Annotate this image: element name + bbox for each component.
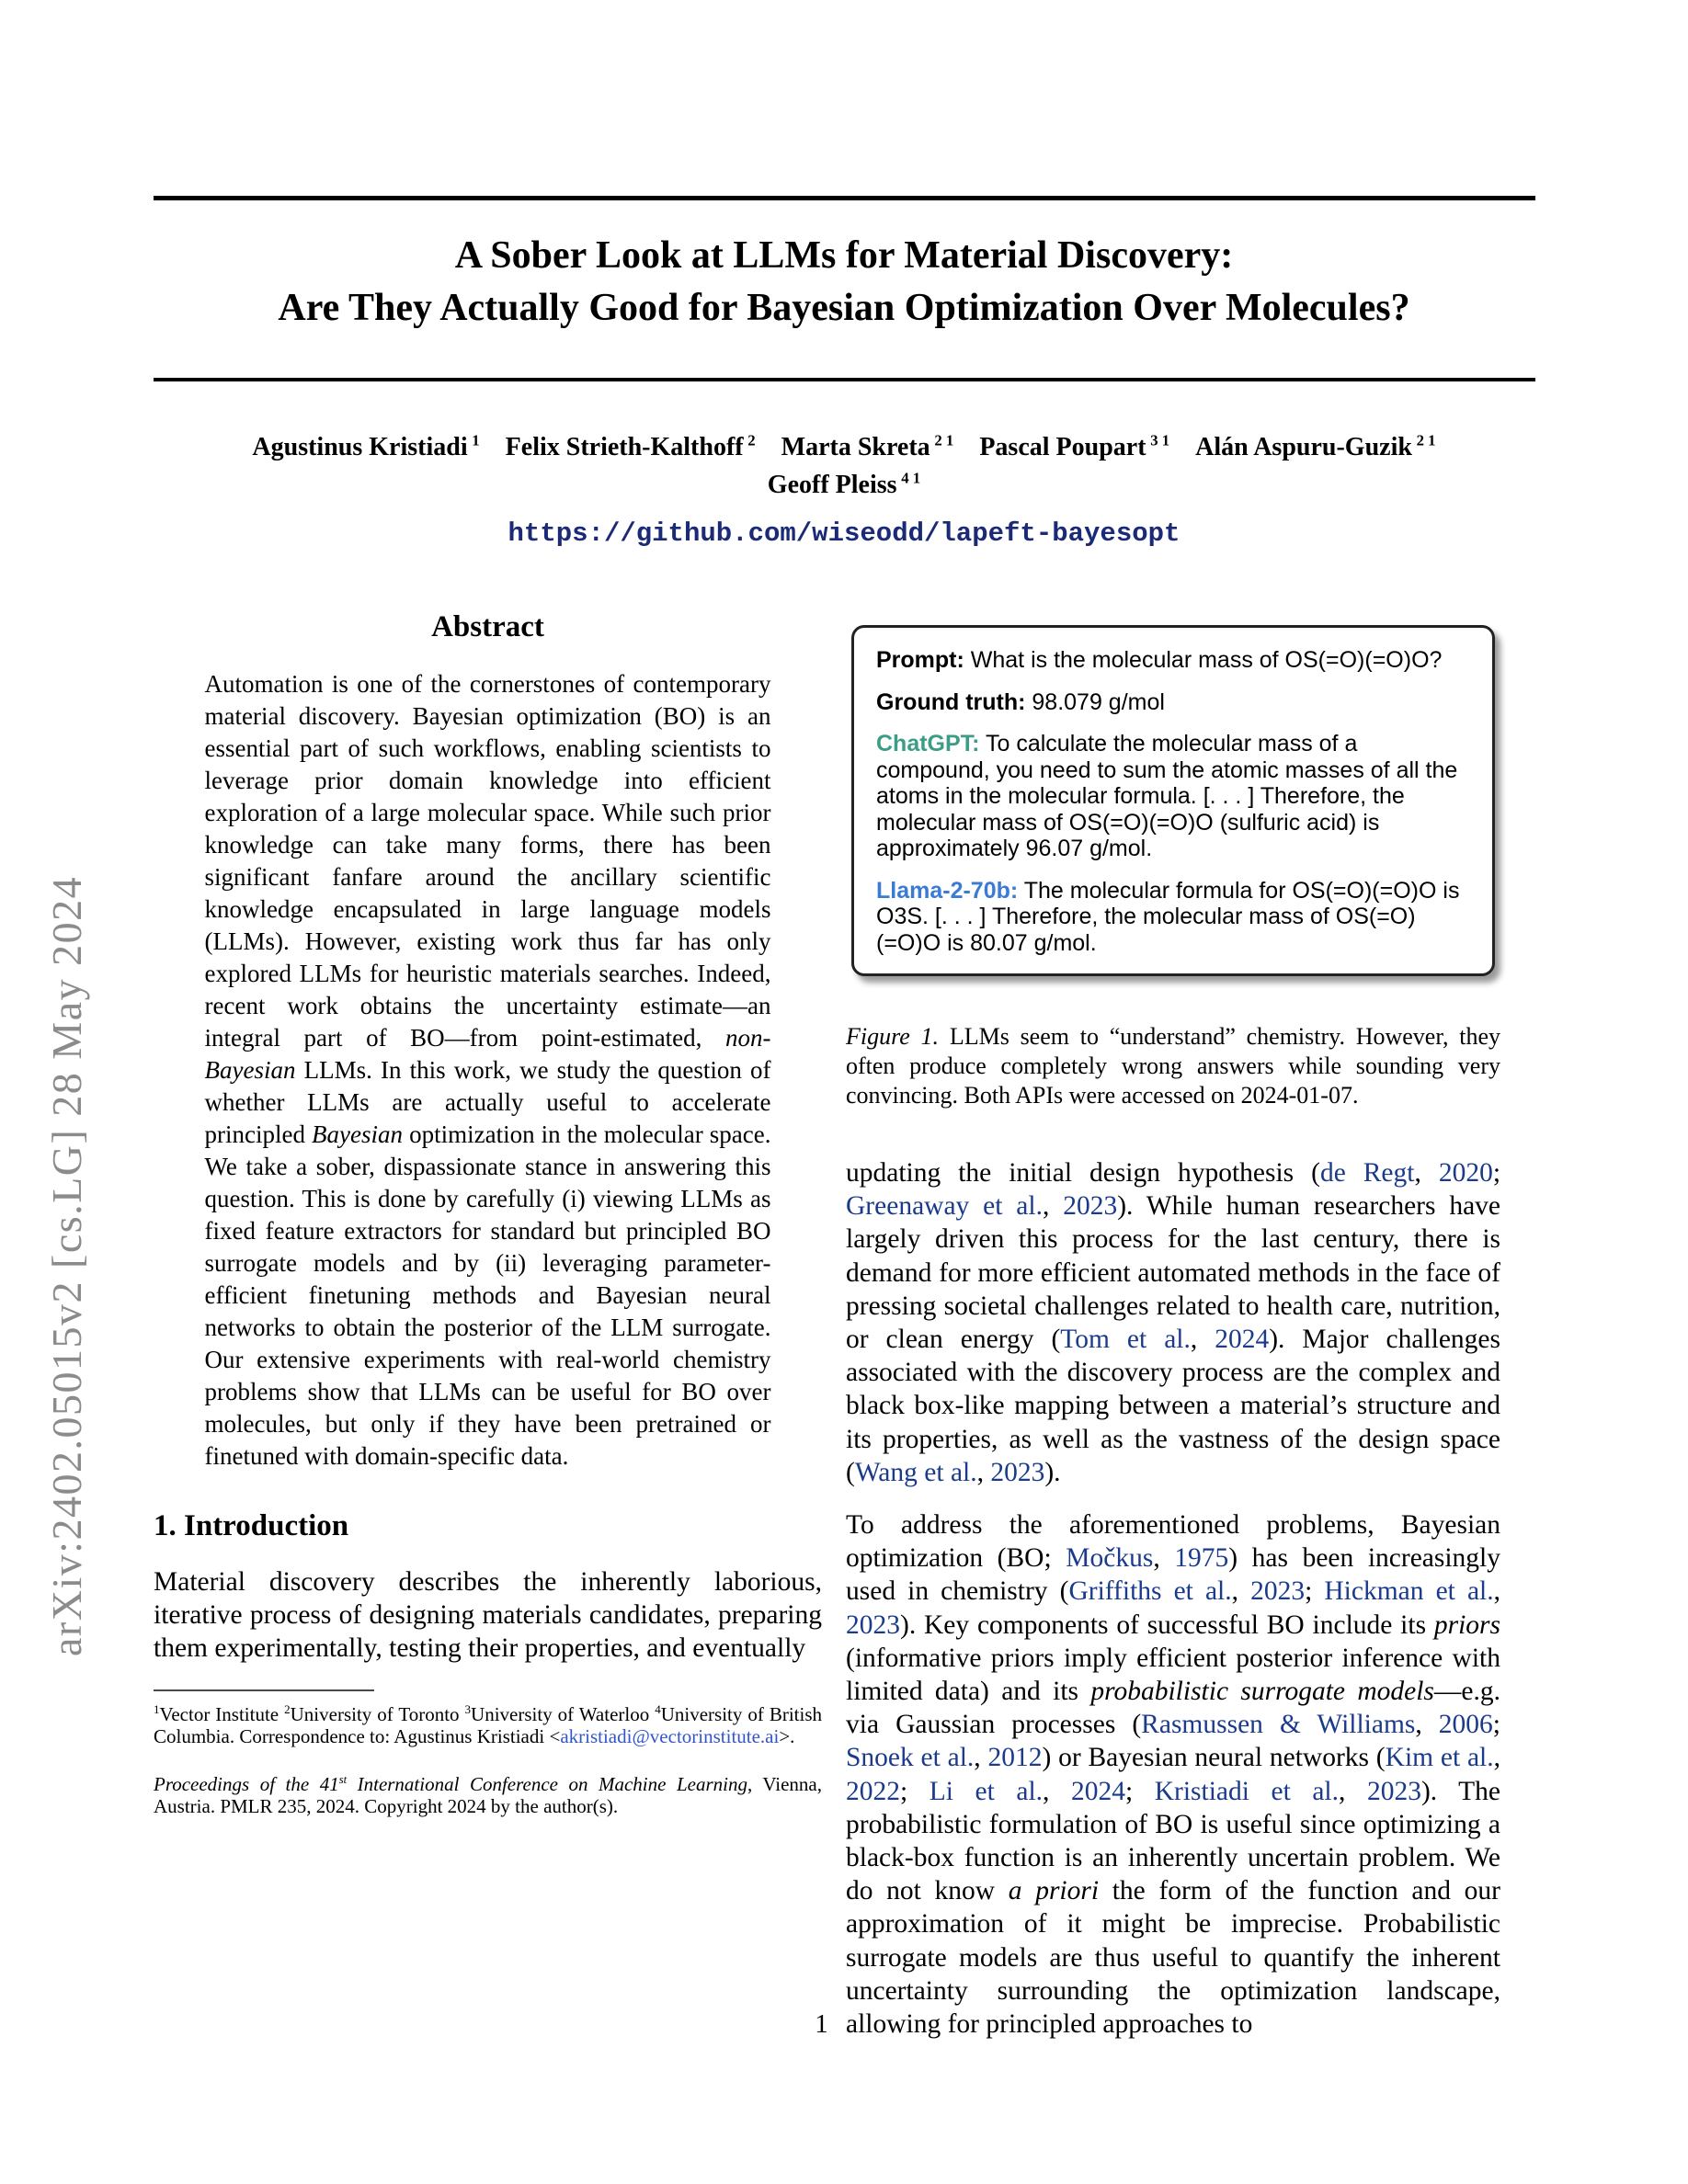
- text-run: Alán Aspuru-Guzik: [1169, 433, 1417, 461]
- text-run: ,: [1493, 1576, 1501, 1607]
- citation-link[interactable]: Wang et al.: [854, 1457, 977, 1487]
- right-column: [846, 625, 1500, 2041]
- text-run: ;: [1305, 1576, 1325, 1607]
- figure1-prompt-box: [851, 625, 1495, 976]
- text-run: (informative priors imply efficient posterior inference with limited data) and its: [846, 1643, 1500, 1707]
- text-run: ) has been increasingly used in chemistry (: [846, 1543, 1500, 1607]
- citation-link[interactable]: 2012: [987, 1743, 1043, 1773]
- citation-link[interactable]: Močkus: [1066, 1543, 1154, 1574]
- proceedings-notice: [154, 1773, 822, 1817]
- citation-link[interactable]: 2023: [846, 1610, 900, 1640]
- title-line2: Are They Actually Good for Bayesian Optimization Over Molecules?: [278, 287, 1410, 329]
- text-run: Geoff Pleiss: [767, 471, 902, 499]
- paragraph-bayesian-optimization: [846, 1508, 1500, 2041]
- citation-link[interactable]: 2024: [1070, 1776, 1125, 1806]
- text-run: ,: [1190, 1325, 1215, 1355]
- citation-link[interactable]: 2023: [990, 1457, 1045, 1487]
- text-run: ;: [1492, 1710, 1500, 1740]
- prompt-label: Prompt:: [876, 647, 964, 673]
- text-run: International Conference on Machine Learning: [347, 1772, 747, 1795]
- abstract-heading: Abstract: [431, 610, 544, 643]
- abstract-body: [205, 668, 771, 1473]
- affiliation-footnote: [154, 1703, 822, 1748]
- text-run: 1: [154, 1701, 160, 1716]
- citation-link[interactable]: Hickman et al.: [1324, 1576, 1494, 1607]
- text-run: Figure 1.: [846, 1023, 940, 1050]
- prompt-line: [876, 647, 1470, 674]
- text-run: >.: [779, 1725, 795, 1748]
- chatgpt-text: To calculate the molecular mass of a compound, you need to sum the atomic masses of all the atoms in the molecular formula. [. . . ] Therefore, the molecular mass of OS(=O)(=O)O (sulfuric acid) is approximately 96.07 g/mol.: [876, 731, 1458, 861]
- text-run: Automation is one of the cornerstones of contemporary material discovery. Bayesian optimization (BO) is an essential part of such workflows, enabling scientists to leverage prior domain knowledge into efficient exploration of a large molecular space. While such prior knowledge can take many forms, there has been significant fanfare around the ancillary scientific knowledge encapsulated in large language models (LLMs). However, existing work thus far has only explored LLMs for heuristic materials searches. Indeed, recent work obtains the uncertainty estimate—an integral part of BO—from point-estimated,: [204, 670, 771, 1052]
- paragraph-design-hypothesis: [846, 1156, 1500, 1489]
- figure1-caption: [846, 1022, 1500, 1110]
- text-run: ,: [1339, 1776, 1367, 1806]
- text-run: Felix Strieth-Kalthoff: [479, 433, 748, 461]
- page-number: 1: [815, 2009, 828, 2039]
- text-run: ,: [1231, 1576, 1251, 1607]
- chatgpt-label: ChatGPT:: [876, 731, 980, 756]
- section-heading-introduction: 1. Introduction: [154, 1509, 349, 1542]
- text-run: updating the initial design hypothesis (: [846, 1158, 1320, 1188]
- citation-link[interactable]: Rasmussen & Williams: [1141, 1710, 1416, 1740]
- text-run: ,: [974, 1743, 988, 1773]
- text-run: To address the aforementioned problems, Bayesian optimization (BO;: [846, 1510, 1500, 1574]
- text-run: Marta Skreta: [755, 433, 935, 461]
- citation-link[interactable]: Kim et al.: [1385, 1743, 1494, 1773]
- text-run: optimization in the molecular space. We take a sober, dispassionate stance in answering this question. This is done by carefully (i) viewing LLMs as fixed feature extractors for standard but principled BO surrogate models and by (ii) leveraging parameter-efficient finetuning methods and Bayesian neural networks to obtain the posterior of the LLM surrogate. Our extensive experiments with real-world chemistry problems show that LLMs can be useful for BO over molecules, but only if they have been pretrained or finetuned with domain-specific data.: [204, 1120, 771, 1470]
- citation-link[interactable]: de Regt: [1319, 1158, 1415, 1188]
- title-bottom-rule: [154, 378, 1535, 381]
- citation-link[interactable]: Greenaway et al.: [846, 1191, 1043, 1222]
- llama-answer: [876, 878, 1470, 957]
- text-run: 2 1: [1416, 431, 1436, 449]
- citation-link[interactable]: 2023: [1250, 1576, 1306, 1607]
- text-run: 2: [747, 431, 756, 449]
- top-rule: [154, 196, 1535, 200]
- text-run: University of British Columbia. Correspondence to: Agustinus Kristiadi <: [154, 1702, 822, 1748]
- intro-paragraph: Material discovery describes the inherently laborious, iterative process of designing materials candidates, preparing them experimentally, testing their properties, and eventually: [154, 1567, 822, 1664]
- citation-link[interactable]: Kristiadi et al.: [1154, 1776, 1340, 1806]
- text-run: a priori: [1008, 1876, 1100, 1906]
- text-run: ,: [1042, 1191, 1064, 1222]
- citation-link[interactable]: Snoek et al.: [846, 1743, 975, 1773]
- prompt-text: What is the molecular mass of OS(=O)(=O)O?: [964, 647, 1443, 673]
- citation-link[interactable]: 2022: [846, 1776, 900, 1806]
- text-run: ,: [976, 1457, 991, 1487]
- text-run: ;: [900, 1776, 930, 1806]
- text-run: 4: [655, 1701, 661, 1716]
- text-run: probabilistic surrogate models: [1090, 1677, 1434, 1707]
- text-run: 4 1: [901, 469, 921, 487]
- text-run: ,: [1414, 1158, 1439, 1188]
- text-run: University of Toronto: [290, 1702, 465, 1725]
- citation-link[interactable]: Li et al.: [929, 1776, 1044, 1806]
- text-run: ). While human researchers have largely driven this process for the last century, there is demand for more efficient automated methods in the face of pressing societal challenges related to health care, nutrition, or clean energy (: [846, 1191, 1501, 1355]
- text-run: ,: [1153, 1543, 1175, 1574]
- text-run: ) or Bayesian neural networks (: [1042, 1743, 1386, 1773]
- llama-label: Llama-2-70b:: [876, 877, 1019, 904]
- github-link[interactable]: https://github.com/wiseodd/lapeft-bayesopt: [508, 518, 1180, 549]
- text-run: 3 1: [1150, 431, 1170, 449]
- chatgpt-answer: [876, 731, 1470, 862]
- text-run: 2 1: [934, 431, 954, 449]
- email-link[interactable]: akristiadi@vectorinstitute.ai: [560, 1725, 780, 1748]
- text-run: ;: [1492, 1158, 1501, 1188]
- citation-link[interactable]: Griffiths et al.: [1068, 1576, 1232, 1607]
- left-column: [154, 610, 822, 1817]
- arxiv-watermark: arXiv:2402.05015v2 [cs.LG] 28 May 2024: [43, 875, 90, 1656]
- text-run: ,: [1493, 1743, 1500, 1773]
- text-run: University of Waterloo: [471, 1702, 656, 1725]
- text-run: 1: [472, 431, 480, 449]
- text-run: , Vienna, Austria. PMLR 235, 2024. Copyright 2024 by the author(s).: [154, 1772, 822, 1817]
- text-run: non-Bayesian: [204, 1024, 771, 1084]
- llama-text: The molecular formula for OS(=O)(=O)O is O3S. [. . . ] Therefore, the molecular mass of OS(=O)(=O)O is 80.07 g/mol.: [876, 877, 1460, 956]
- text-run: —e.g. via Gaussian processes (: [846, 1677, 1501, 1740]
- citation-link[interactable]: 2006: [1438, 1710, 1493, 1740]
- authors-line1: [0, 428, 1688, 466]
- ground-truth-label: Ground truth:: [876, 688, 1026, 715]
- text-run: LLMs. In this work, we study the question of whether LLMs are actually useful to accelerate principled: [204, 1056, 771, 1148]
- text-run: Agustinus Kristiadi: [252, 433, 473, 461]
- text-run: ).: [1044, 1457, 1061, 1487]
- citation-link[interactable]: Tom et al.: [1060, 1325, 1191, 1355]
- text-run: the form of the function and our approximation of it might be imprecise. Probabilistic surrogate models are thus useful to quantify the inherent uncertainty surrounding the optimization landscape, allowing for principled approaches to: [846, 1876, 1500, 2040]
- citation-link[interactable]: 2020: [1438, 1158, 1493, 1188]
- text-run: st: [338, 1772, 348, 1786]
- authors-line2: [0, 466, 1688, 504]
- text-run: Pascal Poupart: [953, 433, 1151, 461]
- text-run: ). The probabilistic formulation of BO is useful since optimizing a black-box function is an inherently uncertain problem. We do not know: [846, 1776, 1501, 1906]
- text-run: Vector Institute: [159, 1702, 285, 1725]
- title-line1: A Sober Look at LLMs for Material Discovery:: [454, 234, 1234, 277]
- text-run: ,: [1415, 1710, 1439, 1740]
- footnote-rule: [154, 1689, 374, 1691]
- text-run: Bayesian: [312, 1120, 404, 1148]
- text-run: ;: [1124, 1776, 1155, 1806]
- author-list: [0, 428, 1688, 504]
- ground-truth-line: [876, 689, 1470, 716]
- paper-title: [0, 230, 1688, 335]
- text-run: ). Key components of successful BO include its: [900, 1610, 1434, 1640]
- text-run: LLMs seem to “understand” chemistry. However, they often produce completely wrong answers while sounding very convincing. Both APIs were accessed on 2024-01-07.: [846, 1023, 1500, 1109]
- ground-truth-text: 98.079 g/mol: [1025, 688, 1165, 715]
- text-run: ). Major challenges associated with the discovery process are the complex and black box-like mapping between a material’s structure and its properties, as well as the vastness of the design space (: [846, 1325, 1500, 1487]
- citation-link[interactable]: 1975: [1174, 1543, 1229, 1574]
- text-run: 3: [464, 1701, 472, 1716]
- citation-link[interactable]: 2023: [1063, 1191, 1118, 1222]
- text-run: ,: [1043, 1776, 1071, 1806]
- text-run: 2: [284, 1701, 291, 1716]
- text-run: priors: [1433, 1610, 1500, 1640]
- citation-link[interactable]: 2024: [1215, 1325, 1270, 1355]
- citation-link[interactable]: 2023: [1366, 1776, 1421, 1806]
- text-run: Proceedings of the 41: [154, 1772, 339, 1795]
